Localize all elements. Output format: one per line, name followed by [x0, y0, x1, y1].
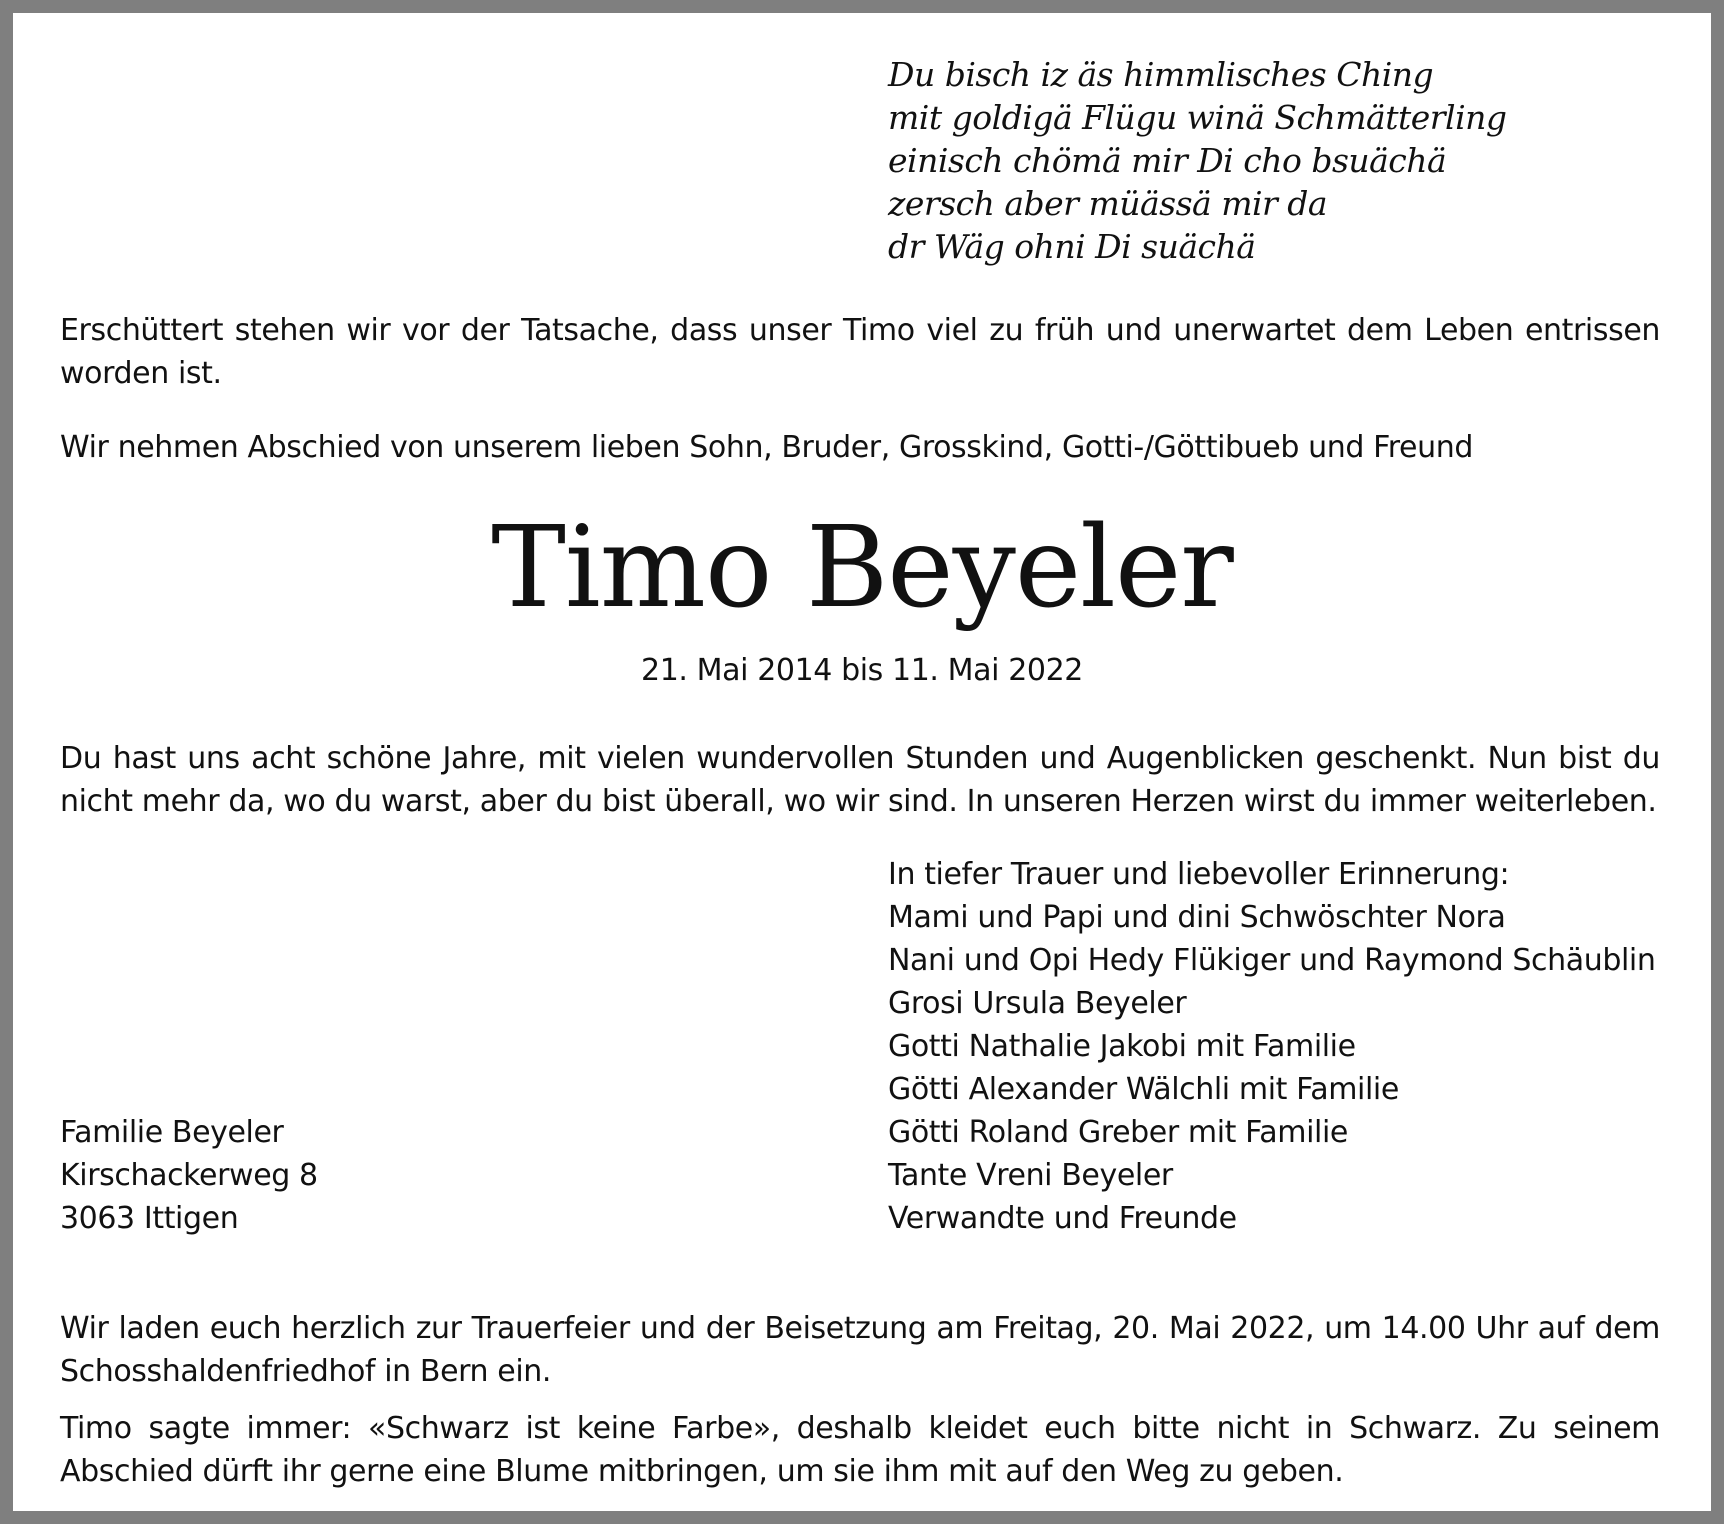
- tribute-paragraph: Du hast uns acht schöne Jahre, mit vielen wundervollen Stunden und Augenblicken geschenkt. Nun bist du nicht mehr da, wo du warst, aber du bist überall, wo wir sind. In unseren Herzen wirst du immer weiterleben.: [60, 741, 1660, 819]
- poem-line: Du bisch iz äs himmlisches Ching: [888, 55, 1434, 94]
- invitation-paragraph: Wir laden euch herzlich zur Trauerfeier und der Beisetzung am Freitag, 20. Mai 2022, um 14.00 Uhr auf dem Schosshaldenfriedhof in Bern ein.: [60, 1311, 1660, 1389]
- mourners-heading: In tiefer Trauer und liebevoller Erinnerung:: [888, 857, 1510, 892]
- mourner-entry: Götti Alexander Wälchli mit Familie: [888, 1072, 1399, 1107]
- dress-code-note: Timo sagte immer: «Schwarz ist keine Farbe», deshalb kleidet euch bitte nicht in Schwarz. Zu seinem Abschied dürft ihr gerne eine Blume mitbringen, um sie ihm mit auf den Weg zu geben.: [60, 1411, 1660, 1489]
- address-line: 3063 Ittigen: [60, 1201, 239, 1236]
- poem-line: zersch aber müässä mir da: [888, 184, 1328, 223]
- mourner-entry: Götti Roland Greber mit Familie: [888, 1115, 1348, 1150]
- mourner-entry: Verwandte und Freunde: [888, 1201, 1237, 1236]
- intro-paragraph: Erschüttert stehen wir vor der Tatsache, dass unser Timo viel zu früh und unerwartet dem Leben entrissen worden ist.: [60, 313, 1660, 391]
- poem-line: dr Wäg ohni Di suächä: [888, 227, 1256, 266]
- mourner-entry: Nani und Opi Hedy Flükiger und Raymond Schäublin: [888, 943, 1656, 978]
- mourner-entry: Grosi Ursula Beyeler: [888, 986, 1187, 1021]
- life-dates: 21. Mai 2014 bis 11. Mai 2022: [641, 653, 1083, 688]
- mourner-entry: Tante Vreni Beyeler: [888, 1158, 1173, 1193]
- mourners-list: [888, 853, 1655, 1240]
- address-line: Kirschackerweg 8: [60, 1158, 318, 1193]
- deceased-name: Timo Beyeler: [491, 503, 1233, 633]
- mourner-entry: Mami und Papi und dini Schwöschter Nora: [888, 900, 1506, 935]
- poem-line: mit goldigä Flügu winä Schmätterling: [888, 98, 1507, 137]
- address-line: Familie Beyeler: [60, 1115, 284, 1150]
- poem-line: einisch chömä mir Di cho bsuächä: [888, 141, 1447, 180]
- poem: [888, 53, 1507, 268]
- family-address: [60, 1111, 318, 1240]
- mourner-entry: Gotti Nathalie Jakobi mit Familie: [888, 1029, 1356, 1064]
- obituary-card: [13, 13, 1711, 1511]
- farewell-line: Wir nehmen Abschied von unserem lieben Sohn, Bruder, Grosskind, Gotti-/Göttibueb und Freund: [60, 430, 1473, 465]
